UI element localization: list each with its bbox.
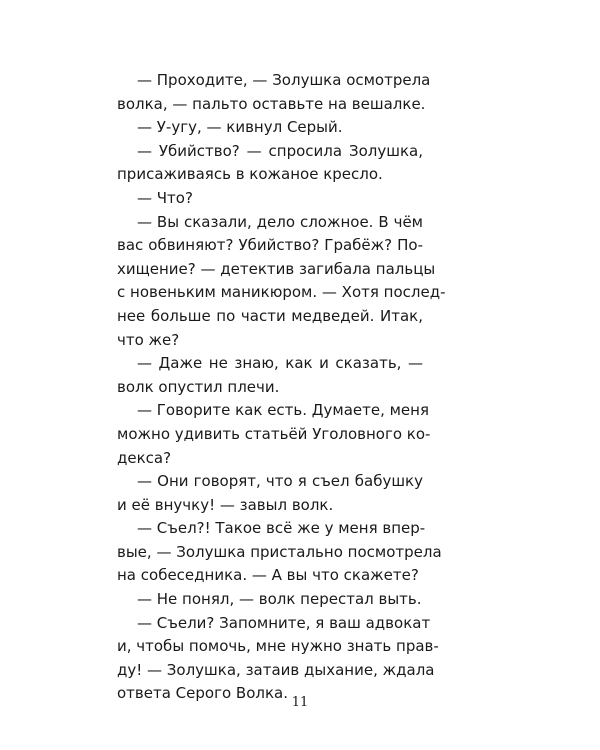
- text-line: волк опустил плечи.: [117, 377, 280, 396]
- text-line: — Не понял, — волк перестал выть.: [137, 590, 422, 609]
- text-line: — Говорите как есть. Думаете, меня: [137, 401, 429, 420]
- text-line: вас обвиняют? Убийство? Грабёж? По-: [117, 236, 423, 255]
- text-line: — Убийство? — спросила Золушка,: [137, 141, 423, 160]
- text-line: — У-угу, — кивнул Серый.: [137, 118, 343, 137]
- text-line: с новеньким маникюром. — Хотя послед-: [117, 283, 446, 302]
- text-line: волка, — пальто оставьте на вешалке.: [117, 94, 426, 113]
- text-line: и, чтобы помочь, мне нужно знать прав-: [117, 637, 439, 656]
- text-line: ответа Серого Волка.: [117, 684, 288, 703]
- text-line: — Съели? Запомните, я ваш адвокат: [137, 613, 431, 632]
- text-line: хищение? — детектив загибала пальцы: [117, 259, 436, 278]
- text-line: — Проходите, — Золушка осмотрела: [137, 71, 431, 89]
- text-line: — Что?: [137, 188, 193, 207]
- text-line: — Они говорят, что я съел бабушку: [137, 472, 423, 491]
- text-line: — Вы сказали, дело сложное. В чём: [137, 212, 423, 231]
- page-text: [117, 69, 446, 706]
- text-line: присаживаясь в кожаное кресло.: [117, 165, 383, 184]
- text-line: — Даже не знаю, как и сказать, —: [137, 354, 423, 373]
- text-line: что же?: [117, 330, 180, 349]
- text-line: ду! — Золушка, затаив дыхание, ждала: [117, 660, 435, 679]
- text-line: декса?: [117, 448, 172, 467]
- text-line: — Съел?! Такое всё же у меня впер-: [137, 519, 426, 538]
- text-line: нее больше по части медведей. Итак,: [117, 306, 423, 325]
- text-line: и её внучку! — завыл волк.: [117, 495, 334, 514]
- text-line: можно удивить статьёй Уголовного ко-: [117, 424, 431, 443]
- text-line: на собеседника. — А вы что скажете?: [117, 566, 419, 585]
- text-line: вые, — Золушка пристально посмотрела: [117, 542, 442, 561]
- page-number: 11: [291, 695, 309, 710]
